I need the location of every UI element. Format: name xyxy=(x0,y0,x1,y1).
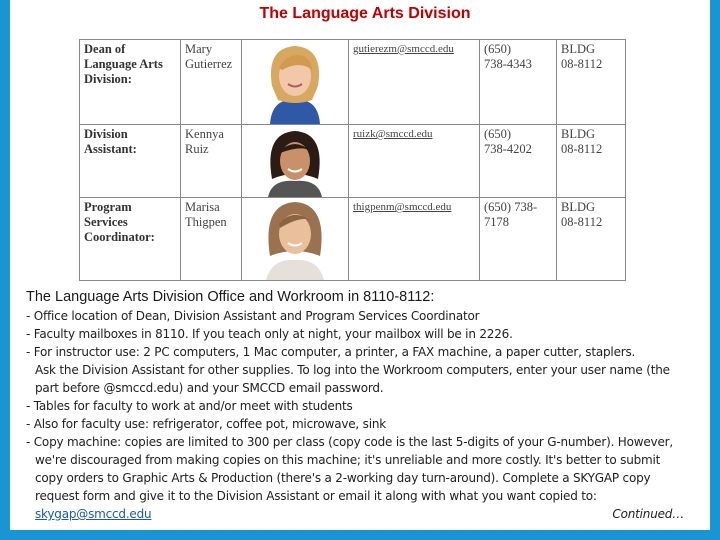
section-heading: The Language Arts Division Office and Workroom in 8110-8112: xyxy=(26,289,435,305)
list-item: - Also for faculty use: refrigerator, coffee pot, microwave, sink xyxy=(26,417,387,431)
list-item: part before @smccd.edu) and your SMCCD email password. xyxy=(35,381,384,395)
list-item: request form and give it to the Division Assistant or email it along with what you want copied to: xyxy=(35,489,597,503)
role-cell: Division Assistant: xyxy=(80,125,181,198)
list-item xyxy=(26,505,710,523)
building-cell: BLDG 08-8112 xyxy=(557,40,626,125)
list-item: copy orders to Graphic Arts & Production (there's a 2-working day turn-around). Complete a SKYGAP copy xyxy=(35,471,651,485)
staff-table xyxy=(79,39,626,281)
continued-label: Continued… xyxy=(612,507,684,521)
phone-cell: (650) 738-4343 xyxy=(480,40,557,125)
info-list xyxy=(26,307,710,523)
avatar xyxy=(242,40,348,124)
phone-cell: (650) 738- 7178 xyxy=(480,198,557,281)
email-cell[interactable]: thigpenm@smccd.edu xyxy=(349,198,480,281)
avatar xyxy=(242,125,348,197)
list-item: - Faculty mailboxes in 8110. If you teach only at night, your mailbox will be in 2226. xyxy=(26,327,513,341)
list-item: - Office location of Dean, Division Assistant and Program Services Coordinator xyxy=(26,309,480,323)
list-item: - For instructor use: 2 PC computers, 1 Mac computer, a printer, a FAX machine, a paper cutter, staplers. xyxy=(26,345,636,359)
list-item: - Copy machine: copies are limited to 300 per class (copy code is the last 5-digits of your G-number). However, xyxy=(26,435,673,449)
avatar xyxy=(242,198,348,280)
list-item: we're discouraged from making copies on this machine; it's unreliable and more costly. It's better to submit xyxy=(35,453,661,467)
phone-cell: (650) 738-4202 xyxy=(480,125,557,198)
list-item: - Tables for faculty to work at and/or meet with students xyxy=(26,399,353,413)
email-cell[interactable]: ruizk@smccd.edu xyxy=(349,125,480,198)
role-cell: Dean of Language Arts Division: xyxy=(80,40,181,125)
page-title: The Language Arts Division xyxy=(259,5,471,22)
email-link[interactable]: skygap@smccd.edu xyxy=(35,507,152,521)
role-cell: Program Services Coordinator: xyxy=(80,198,181,281)
photo-cell xyxy=(242,125,349,198)
name-cell: Marisa Thigpen xyxy=(181,198,242,281)
name-cell: Kennya Ruiz xyxy=(181,125,242,198)
building-cell: BLDG 08-8112 xyxy=(557,125,626,198)
list-item: Ask the Division Assistant for other supplies. To log into the Workroom computers, enter your user name (the xyxy=(35,363,670,377)
photo-cell xyxy=(242,40,349,125)
email-cell[interactable]: gutierezm@smccd.edu xyxy=(349,40,480,125)
table-row xyxy=(80,40,626,125)
photo-cell xyxy=(242,198,349,281)
table-row xyxy=(80,125,626,198)
name-cell: Mary Gutierrez xyxy=(181,40,242,125)
building-cell: BLDG 08-8112 xyxy=(557,198,626,281)
table-row xyxy=(80,198,626,281)
